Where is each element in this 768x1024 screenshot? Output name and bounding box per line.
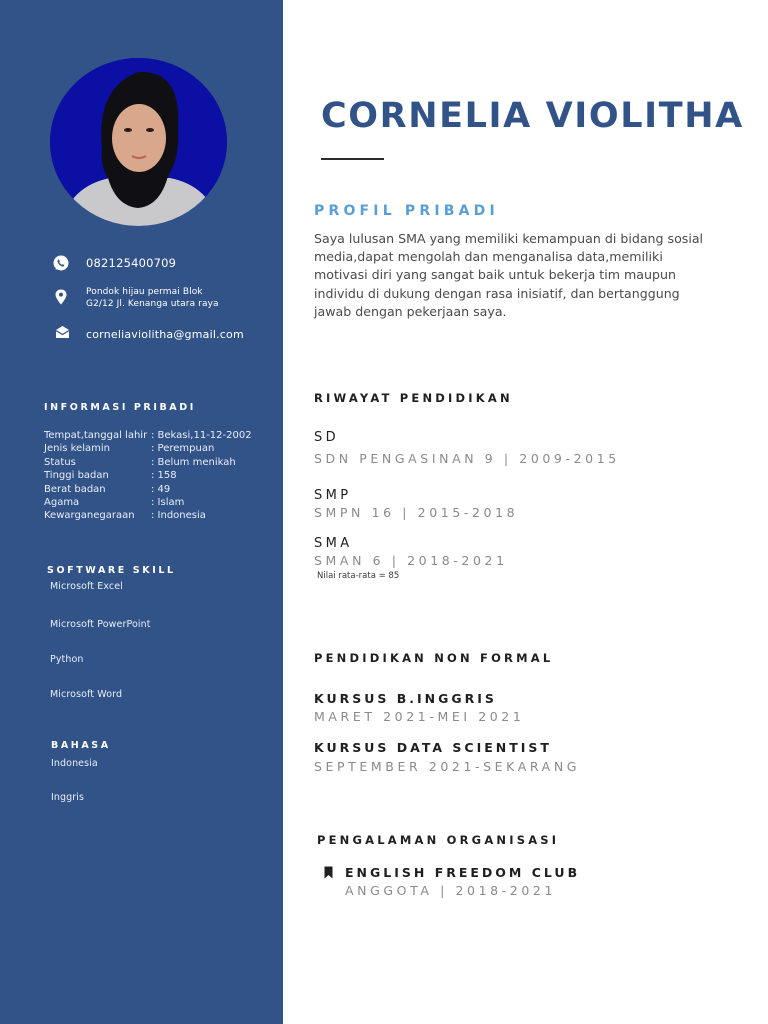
- personal-info-label: Tempat,tanggal lahir: [44, 430, 148, 441]
- skill-item: Microsoft Excel: [50, 581, 123, 592]
- personal-info-value: : 158: [151, 470, 177, 482]
- personal-info-value: : Islam: [151, 497, 185, 509]
- personal-info-label: Status: [44, 456, 76, 468]
- personal-info-row: [44, 442, 252, 455]
- education-school: SMAN 6 | 2018-2021: [314, 553, 508, 568]
- email-address: corneliaviolitha@gmail.com: [86, 328, 244, 341]
- software-skill-heading: SOFTWARE SKILL: [47, 565, 176, 576]
- personal-info-row: [44, 483, 252, 496]
- education-level: SD: [314, 430, 340, 445]
- course-period: SEPTEMBER 2021-SEKARANG: [314, 759, 581, 774]
- location-pin-icon: [54, 289, 68, 305]
- full-name: CORNELIA VIOLITHA: [321, 96, 744, 136]
- personal-info-value: : Bekasi,11-12-2002: [151, 430, 252, 441]
- address-line-2: G2/12 Jl. Kenanga utara raya: [86, 299, 219, 309]
- personal-info-heading: INFORMASI PRIBADI: [44, 402, 196, 413]
- course-title: KURSUS B.INGGRIS: [314, 691, 497, 706]
- sidebar: [0, 0, 283, 1024]
- personal-info-label: Kewarganegaraan: [44, 510, 135, 522]
- education-level: SMP: [314, 488, 352, 503]
- organization-heading: PENGALAMAN ORGANISASI: [317, 833, 560, 847]
- language-heading: BAHASA: [51, 740, 111, 751]
- main-content: [283, 0, 768, 1024]
- personal-info-row: [44, 509, 252, 522]
- phone-number: 082125400709: [86, 256, 177, 270]
- personal-info-label: Jenis kelamin: [44, 443, 110, 455]
- profile-heading: PROFIL PRIBADI: [314, 203, 499, 219]
- profile-photo: [50, 58, 227, 226]
- personal-info-label: Agama: [44, 497, 80, 509]
- envelope-icon: [55, 325, 70, 339]
- organization-role: ANGGOTA | 2018-2021: [345, 883, 557, 898]
- education-heading: RIWAYAT PENDIDIKAN: [314, 391, 513, 405]
- personal-info-value: : Indonesia: [151, 510, 206, 522]
- grade-note: Nilai rata-rata = 85: [317, 571, 400, 581]
- skill-item: Python: [50, 654, 84, 665]
- personal-info-value: : Perempuan: [151, 443, 215, 455]
- personal-info-label: Tinggi badan: [44, 470, 109, 482]
- skill-item: Microsoft Word: [50, 689, 123, 700]
- personal-info-row: [44, 496, 252, 509]
- organization-title: ENGLISH FREEDOM CLUB: [345, 865, 581, 880]
- education-level: SMA: [314, 536, 353, 551]
- course-period: MARET 2021-MEI 2021: [314, 709, 525, 724]
- personal-info-row: [44, 469, 252, 482]
- language-item: Indonesia: [51, 758, 98, 769]
- whatsapp-icon: [52, 254, 70, 272]
- education-school: SMPN 16 | 2015-2018: [314, 505, 519, 520]
- address: [86, 286, 219, 310]
- address-line-1: Pondok hijau permai Blok: [86, 287, 203, 297]
- education-school: SDN PENGASINAN 9 | 2009-2015: [314, 451, 620, 466]
- personal-info-list: [44, 429, 252, 523]
- personal-info-label: Berat badan: [44, 483, 106, 495]
- profile-text: Saya lulusan SMA yang memiliki kemampuan di bidang sosial media,dapat mengolah dan menganalisa data,memiliki motivasi diri yang sangat baik untuk bekerja tim maupun individu di dukung dengan rasa inisiatif, dan bertanggung jawab dengan pekerjaan saya.: [314, 231, 704, 319]
- personal-info-row: [44, 429, 252, 442]
- personal-info-row: [44, 456, 252, 469]
- bookmark-icon: [324, 866, 333, 879]
- skill-item: Microsoft PowerPoint: [50, 619, 151, 630]
- personal-info-value: : Belum menikah: [151, 456, 236, 468]
- title-divider: [321, 158, 384, 160]
- non-formal-heading: PENDIDIKAN NON FORMAL: [314, 651, 554, 665]
- personal-info-value: : 49: [151, 483, 171, 495]
- course-title: KURSUS DATA SCIENTIST: [314, 740, 552, 755]
- language-item: Inggris: [51, 792, 85, 803]
